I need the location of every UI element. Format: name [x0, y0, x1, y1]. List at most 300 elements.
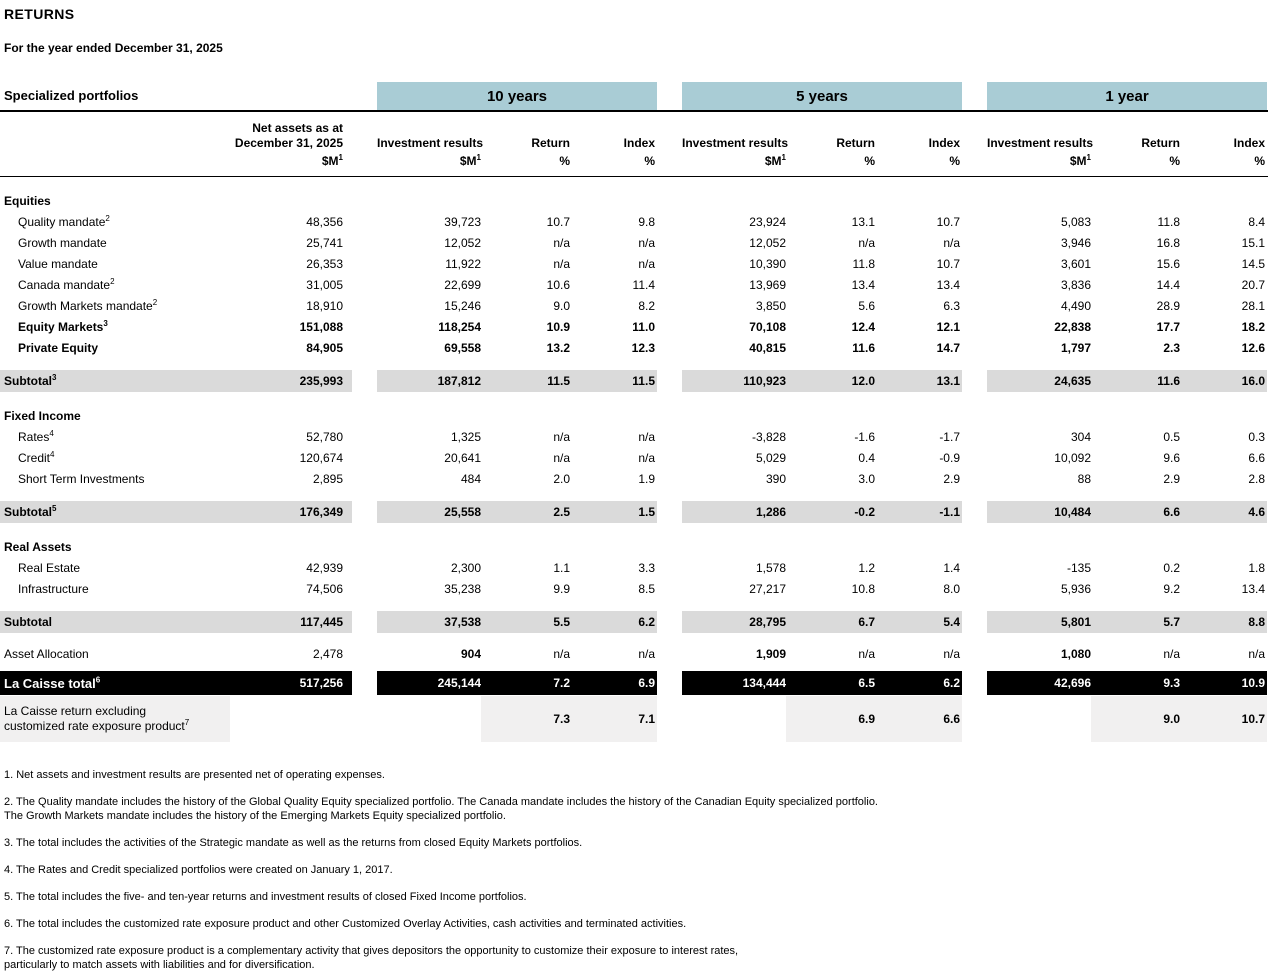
cell-10y-return: 5.5 — [481, 611, 570, 633]
cell-1y-return: 14.4 — [1156, 277, 1180, 292]
table-row — [0, 232, 1268, 253]
cell-5y-index: 6.3 — [943, 298, 960, 313]
column-gap — [657, 447, 682, 468]
cell-10y-index: 6.2 — [570, 611, 657, 633]
column-gap — [657, 232, 682, 253]
cell-10y-index: 8.2 — [638, 298, 655, 313]
column-gap — [657, 671, 682, 695]
cell-10y-investment-results: 187,812 — [377, 370, 481, 392]
cell-10y-return: 10.6 — [546, 277, 570, 292]
cell-net-assets: 26,353 — [306, 256, 343, 271]
row-label: Equities — [4, 194, 51, 208]
cell-10y-investment-results: 25,558 — [377, 501, 481, 523]
column-gap — [962, 295, 987, 316]
cell-10y-investment-results — [377, 696, 481, 742]
cell-1y-return: 2.3 — [1163, 340, 1180, 355]
cell-net-assets: 120,674 — [299, 450, 343, 465]
cell-10y-index: 1.5 — [570, 501, 657, 523]
cell-1y-index: 20.7 — [1241, 277, 1265, 292]
cell-10y-investment-results: 35,238 — [444, 581, 481, 596]
cell-10y-return: 9.0 — [553, 298, 570, 313]
cell-1y-investment-results: 4,490 — [1060, 298, 1091, 313]
column-gap — [962, 468, 987, 489]
column-gap — [657, 696, 682, 742]
cell-10y-investment-results: 12,052 — [444, 235, 481, 250]
column-gap — [962, 337, 987, 358]
cell-5y-index: -1.7 — [939, 429, 960, 444]
cell-5y-return: 6.7 — [786, 611, 875, 633]
cell-1y-investment-results: 5,936 — [1060, 581, 1091, 596]
cell-1y-index: 28.1 — [1241, 298, 1265, 313]
cell-5y-index: 2.9 — [943, 471, 960, 486]
row-label: Growth mandate — [18, 235, 107, 250]
cell-1y-return: 5.7 — [1091, 611, 1180, 633]
column-gap — [962, 671, 987, 695]
row-label: Rates$^4$ — [18, 428, 54, 444]
cell-net-assets: 151,088 — [299, 319, 343, 334]
column-gap — [657, 370, 682, 392]
cell-net-assets: 48,356 — [306, 214, 343, 229]
cell-10y-investment-results: 245,144 — [377, 671, 481, 695]
table-row — [0, 578, 1268, 599]
column-gap — [657, 557, 682, 578]
cell-10y-investment-results: 2,300 — [450, 560, 481, 575]
cell-10y-index: 11.4 — [632, 277, 655, 292]
row-label: Real Assets — [4, 540, 72, 554]
column-gap — [962, 274, 987, 295]
col-header-1y-index: Index % — [1233, 136, 1265, 168]
column-gap — [352, 671, 377, 695]
cell-5y-return: n/a — [858, 235, 875, 250]
cell-10y-index: 11.5 — [570, 370, 657, 392]
cell-1y-investment-results: 5,801 — [987, 611, 1091, 633]
column-gap — [657, 295, 682, 316]
table-row — [0, 253, 1268, 274]
cell-5y-investment-results: 12,052 — [749, 235, 786, 250]
cell-10y-investment-results: 1,325 — [450, 429, 481, 444]
table-group-header-row — [0, 82, 1268, 112]
cell-10y-return: 11.5 — [481, 370, 570, 392]
cell-10y-investment-results: 15,246 — [444, 298, 481, 313]
column-gap — [962, 447, 987, 468]
cell-5y-index: 14.7 — [936, 340, 960, 355]
cell-10y-index: n/a — [638, 256, 655, 271]
column-gap — [962, 578, 987, 599]
cell-10y-investment-results: 20,641 — [444, 450, 481, 465]
cell-5y-return: 13.4 — [851, 277, 875, 292]
cell-5y-return: n/a — [858, 646, 875, 661]
column-gap — [352, 557, 377, 578]
page-title: RETURNS — [4, 6, 75, 22]
col-header-10y-investment-results: Investment results $\$M^1$ — [377, 136, 484, 168]
cell-5y-index: 8.0 — [943, 581, 960, 596]
row-label: Subtotal$^3$ — [0, 370, 230, 392]
cell-1y-index: 13.4 — [1241, 581, 1265, 596]
cell-1y-investment-results: 1,797 — [1060, 340, 1091, 355]
cell-1y-return: 28.9 — [1156, 298, 1180, 313]
column-gap — [657, 578, 682, 599]
column-gap — [962, 696, 987, 742]
cell-5y-index: -1.1 — [875, 501, 962, 523]
group-header-5-years: 5 years — [682, 82, 962, 110]
table-row — [0, 671, 1268, 695]
cell-5y-investment-results: 5,029 — [755, 450, 786, 465]
cell-5y-investment-results: 13,969 — [749, 277, 786, 292]
cell-5y-investment-results: 1,909 — [755, 646, 786, 661]
column-gap — [352, 211, 377, 232]
cell-1y-return: 9.3 — [1091, 671, 1180, 695]
column-gap — [657, 468, 682, 489]
cell-10y-index: n/a — [638, 429, 655, 444]
column-gap — [962, 253, 987, 274]
column-gap — [352, 611, 377, 633]
column-gap — [962, 426, 987, 447]
table-row — [0, 211, 1268, 232]
cell-10y-index: 7.1 — [570, 696, 657, 742]
table-column-header-row — [0, 112, 1268, 177]
table-row — [0, 501, 1268, 523]
cell-1y-investment-results: 5,083 — [1060, 214, 1091, 229]
col-header-10y-return: Return % — [531, 136, 570, 168]
cell-net-assets: 25,741 — [306, 235, 343, 250]
cell-10y-index: n/a — [638, 450, 655, 465]
cell-10y-return: n/a — [553, 235, 570, 250]
cell-10y-return: 7.3 — [481, 696, 570, 742]
cell-net-assets: 74,506 — [306, 581, 343, 596]
cell-5y-return: 12.4 — [851, 319, 875, 334]
cell-5y-index: 6.6 — [875, 696, 962, 742]
cell-10y-return: 7.2 — [481, 671, 570, 695]
column-gap — [962, 557, 987, 578]
table-row — [0, 468, 1268, 489]
cell-10y-index: n/a — [638, 646, 655, 661]
column-gap — [657, 316, 682, 337]
cell-1y-investment-results: 304 — [1070, 429, 1091, 444]
cell-1y-investment-results: 3,946 — [1060, 235, 1091, 250]
cell-10y-investment-results: 39,723 — [444, 214, 481, 229]
cell-1y-return: 0.5 — [1163, 429, 1180, 444]
column-gap — [352, 501, 377, 523]
group-header-10-years: 10 years — [377, 82, 657, 110]
cell-10y-return: 2.5 — [481, 501, 570, 523]
cell-1y-index: 4.6 — [1180, 501, 1267, 523]
col-header-5y-index: Index % — [928, 136, 960, 168]
cell-5y-investment-results: 40,815 — [749, 340, 786, 355]
column-gap — [657, 643, 682, 664]
cell-10y-index: 9.8 — [638, 214, 655, 229]
cell-5y-investment-results: 3,850 — [755, 298, 786, 313]
row-label: Short Term Investments — [18, 471, 145, 486]
cell-net-assets: 176,349 — [230, 501, 352, 523]
cell-1y-investment-results: 88 — [1077, 471, 1091, 486]
table-row — [0, 447, 1268, 468]
cell-5y-return: 6.9 — [786, 696, 875, 742]
table-row — [0, 426, 1268, 447]
cell-10y-investment-results: 22,699 — [444, 277, 481, 292]
row-label: Equity Markets$^3$ — [18, 318, 108, 334]
cell-net-assets: 2,895 — [312, 471, 343, 486]
cell-5y-index: 12.1 — [936, 319, 960, 334]
cell-net-assets — [230, 696, 352, 742]
column-gap — [657, 501, 682, 523]
col-header-1y-investment-results: Investment results $\$M^1$ — [987, 136, 1094, 168]
cell-10y-index: 12.3 — [631, 340, 655, 355]
cell-5y-return: 10.8 — [851, 581, 875, 596]
cell-5y-return: 0.4 — [858, 450, 875, 465]
cell-5y-investment-results: 23,924 — [749, 214, 786, 229]
column-gap — [352, 643, 377, 664]
cell-5y-investment-results: 10,390 — [749, 256, 786, 271]
column-gap — [962, 316, 987, 337]
cell-10y-return: 10.9 — [546, 319, 570, 334]
cell-1y-investment-results: 1,080 — [1060, 646, 1091, 661]
cell-10y-return: n/a — [553, 256, 570, 271]
net-assets-column-header: Net assets as at December 31, 2025 $\$M^1$ — [234, 121, 343, 168]
footnote: 1. Net assets and investment results are presented net of operating expenses. — [4, 769, 385, 781]
row-label: Asset Allocation — [4, 646, 89, 661]
footnote: 3. The total includes the activities of the Strategic mandate as well as the returns from closed Equity Markets portfolios. — [4, 837, 583, 849]
cell-1y-return: 2.9 — [1163, 471, 1180, 486]
section-header-row — [0, 537, 1268, 557]
col-header-5y-return: Return % — [836, 136, 875, 168]
column-gap — [657, 426, 682, 447]
cell-5y-investment-results: 390 — [765, 471, 786, 486]
table-row — [0, 611, 1268, 633]
cell-5y-return: 11.8 — [852, 256, 875, 271]
cell-10y-investment-results: 484 — [460, 471, 481, 486]
cell-10y-investment-results: 904 — [460, 646, 481, 661]
column-gap — [352, 426, 377, 447]
footnote: 7. The customized rate exposure product is a complementary activity that gives depositors the opportunity to customize their exposure to interest rates, particularly to match assets with liabilities and for diversification. — [4, 945, 739, 971]
cell-5y-return: 12.0 — [786, 370, 875, 392]
column-gap — [657, 253, 682, 274]
column-gap — [352, 696, 377, 742]
column-gap — [352, 578, 377, 599]
column-gap — [657, 611, 682, 633]
cell-5y-index: 13.4 — [936, 277, 960, 292]
col-header-5y-investment-results: Investment results $\$M^1$ — [682, 136, 789, 168]
cell-10y-index: 11.0 — [632, 319, 655, 334]
cell-5y-index: 6.2 — [875, 671, 962, 695]
cell-1y-index: 15.1 — [1241, 235, 1265, 250]
cell-5y-investment-results: 27,217 — [749, 581, 786, 596]
cell-10y-investment-results: 11,922 — [445, 256, 481, 271]
cell-10y-return: n/a — [553, 646, 570, 661]
cell-1y-investment-results: 10,484 — [987, 501, 1091, 523]
cell-1y-index: 10.9 — [1180, 671, 1267, 695]
cell-5y-index: n/a — [943, 646, 960, 661]
cell-1y-investment-results: -135 — [1066, 560, 1091, 575]
cell-net-assets: 2,478 — [312, 646, 343, 661]
table-row — [0, 274, 1268, 295]
cell-1y-return: 9.2 — [1163, 581, 1180, 596]
column-gap — [352, 468, 377, 489]
cell-net-assets: 117,445 — [230, 611, 352, 633]
cell-10y-index: 8.5 — [638, 581, 655, 596]
table-body — [0, 191, 1268, 742]
column-gap — [352, 447, 377, 468]
cell-5y-return: 3.0 — [858, 471, 875, 486]
cell-1y-return: 0.2 — [1163, 560, 1180, 575]
cell-1y-index: 8.4 — [1248, 214, 1265, 229]
table-row — [0, 643, 1268, 664]
report-period: For the year ended December 31, 2025 — [4, 41, 223, 55]
row-label: La Caisse total$^6$ — [0, 671, 230, 695]
column-gap — [352, 274, 377, 295]
cell-10y-return: n/a — [553, 429, 570, 444]
cell-1y-investment-results: 22,838 — [1054, 319, 1091, 334]
cell-10y-investment-results: 69,558 — [444, 340, 481, 355]
cell-1y-index: 12.6 — [1241, 340, 1265, 355]
cell-1y-return: 11.8 — [1157, 214, 1180, 229]
cell-5y-return: -1.6 — [854, 429, 875, 444]
col-header-1y-return: Return % — [1141, 136, 1180, 168]
cell-1y-index: n/a — [1248, 646, 1265, 661]
cell-5y-return: 6.5 — [786, 671, 875, 695]
cell-1y-index: 10.7 — [1180, 696, 1267, 742]
row-label: Subtotal$^5$ — [0, 501, 230, 523]
cell-10y-index: 3.3 — [638, 560, 655, 575]
column-gap — [352, 295, 377, 316]
left-header: Specialized portfolios — [4, 88, 139, 103]
col-header-10y-index: Index % — [623, 136, 655, 168]
cell-10y-investment-results: 37,538 — [377, 611, 481, 633]
footnote: 6. The total includes the customized rate exposure product and other Customized Overlay Activities, cash activities and terminated activities. — [4, 918, 687, 930]
table-row — [0, 370, 1268, 392]
table-row — [0, 316, 1268, 337]
column-gap — [962, 611, 987, 633]
cell-10y-return: 10.7 — [546, 214, 570, 229]
cell-1y-index: 16.0 — [1180, 370, 1267, 392]
row-label: Growth Markets mandate$^2$ — [18, 297, 158, 313]
cell-5y-return: 5.6 — [858, 298, 875, 313]
cell-10y-index: 6.9 — [570, 671, 657, 695]
footnote: 4. The Rates and Credit specialized portfolios were created on January 1, 2017. — [4, 864, 393, 876]
group-header-1-year: 1 year — [987, 82, 1267, 110]
cell-1y-index: 6.6 — [1248, 450, 1265, 465]
row-label: Infrastructure — [18, 581, 89, 596]
cell-1y-index: 14.5 — [1241, 256, 1265, 271]
cell-net-assets: 235,993 — [230, 370, 352, 392]
cell-10y-return: 9.9 — [553, 581, 570, 596]
cell-5y-investment-results: 1,286 — [682, 501, 786, 523]
row-label: Fixed Income — [4, 409, 81, 423]
row-label: Credit$^4$ — [18, 449, 55, 465]
cell-5y-investment-results — [682, 696, 786, 742]
column-gap — [962, 501, 987, 523]
row-label: Canada mandate$^2$ — [18, 276, 115, 292]
cell-10y-index: n/a — [638, 235, 655, 250]
cell-5y-return: -0.2 — [786, 501, 875, 523]
row-label: Quality mandate$^2$ — [18, 213, 110, 229]
table-row — [0, 337, 1268, 358]
cell-5y-investment-results: 70,108 — [749, 319, 786, 334]
cell-5y-return: 13.1 — [851, 214, 875, 229]
cell-1y-index: 2.8 — [1248, 471, 1265, 486]
column-gap — [352, 370, 377, 392]
cell-1y-return: 11.6 — [1091, 370, 1180, 392]
cell-10y-index: 1.9 — [638, 471, 655, 486]
cell-1y-return: 16.8 — [1156, 235, 1180, 250]
column-gap — [657, 211, 682, 232]
cell-5y-index: 10.7 — [936, 214, 960, 229]
cell-net-assets: 84,905 — [306, 340, 343, 355]
row-label: Value mandate — [18, 256, 98, 271]
cell-5y-investment-results: 28,795 — [682, 611, 786, 633]
cell-5y-index: 13.1 — [875, 370, 962, 392]
footnotes — [0, 768, 1268, 972]
footnote: 5. The total includes the five- and ten-year returns and investment results of closed Fixed Income portfolios. — [4, 891, 527, 903]
cell-10y-return: n/a — [553, 450, 570, 465]
cell-5y-return: 1.2 — [858, 560, 875, 575]
cell-1y-index: 8.8 — [1180, 611, 1267, 633]
cell-net-assets: 517,256 — [230, 671, 352, 695]
cell-5y-investment-results: 110,923 — [682, 370, 786, 392]
table-row — [0, 557, 1268, 578]
cell-5y-investment-results: -3,828 — [751, 429, 786, 444]
cell-1y-return: 6.6 — [1091, 501, 1180, 523]
column-gap — [352, 253, 377, 274]
cell-1y-investment-results: 10,092 — [1054, 450, 1091, 465]
table-row — [0, 696, 1268, 742]
column-gap — [657, 274, 682, 295]
cell-net-assets: 18,910 — [306, 298, 343, 313]
cell-1y-investment-results — [987, 696, 1091, 742]
column-gap — [657, 337, 682, 358]
row-label: Real Estate — [18, 560, 81, 575]
cell-5y-index: n/a — [943, 235, 960, 250]
cell-1y-return: 17.7 — [1156, 319, 1180, 334]
cell-1y-investment-results: 3,601 — [1060, 256, 1091, 271]
cell-5y-index: -0.9 — [939, 450, 960, 465]
column-gap — [962, 643, 987, 664]
cell-5y-return: 11.6 — [852, 340, 875, 355]
cell-1y-investment-results: 3,836 — [1060, 277, 1091, 292]
row-label: Subtotal — [0, 611, 230, 633]
cell-1y-index: 0.3 — [1248, 429, 1265, 444]
cell-1y-return: 9.6 — [1163, 450, 1180, 465]
cell-1y-investment-results: 42,696 — [987, 671, 1091, 695]
cell-10y-investment-results: 118,254 — [438, 319, 481, 334]
column-gap — [352, 232, 377, 253]
cell-10y-return: 1.1 — [553, 560, 570, 575]
table-row — [0, 295, 1268, 316]
cell-net-assets: 42,939 — [306, 560, 343, 575]
cell-1y-return: n/a — [1163, 646, 1180, 661]
cell-net-assets: 52,780 — [306, 429, 343, 444]
cell-5y-index: 10.7 — [936, 256, 960, 271]
cell-10y-return: 13.2 — [546, 340, 570, 355]
column-gap — [962, 232, 987, 253]
cell-net-assets: 31,005 — [306, 277, 343, 292]
section-header-row — [0, 406, 1268, 426]
cell-1y-return: 15.6 — [1156, 256, 1180, 271]
cell-1y-index: 1.8 — [1248, 560, 1265, 575]
cell-1y-investment-results: 24,635 — [987, 370, 1091, 392]
cell-5y-index: 5.4 — [875, 611, 962, 633]
section-header-row — [0, 191, 1268, 211]
row-label: La Caisse return excluding customized rate exposure product$^7$ — [0, 696, 230, 742]
cell-5y-investment-results: 134,444 — [682, 671, 786, 695]
cell-5y-index: 1.4 — [943, 560, 960, 575]
cell-1y-return: 9.0 — [1091, 696, 1180, 742]
cell-10y-return: 2.0 — [553, 471, 570, 486]
row-label: Private Equity — [18, 340, 99, 355]
column-gap — [352, 337, 377, 358]
column-gap — [352, 316, 377, 337]
cell-5y-investment-results: 1,578 — [755, 560, 786, 575]
column-gap — [962, 370, 987, 392]
